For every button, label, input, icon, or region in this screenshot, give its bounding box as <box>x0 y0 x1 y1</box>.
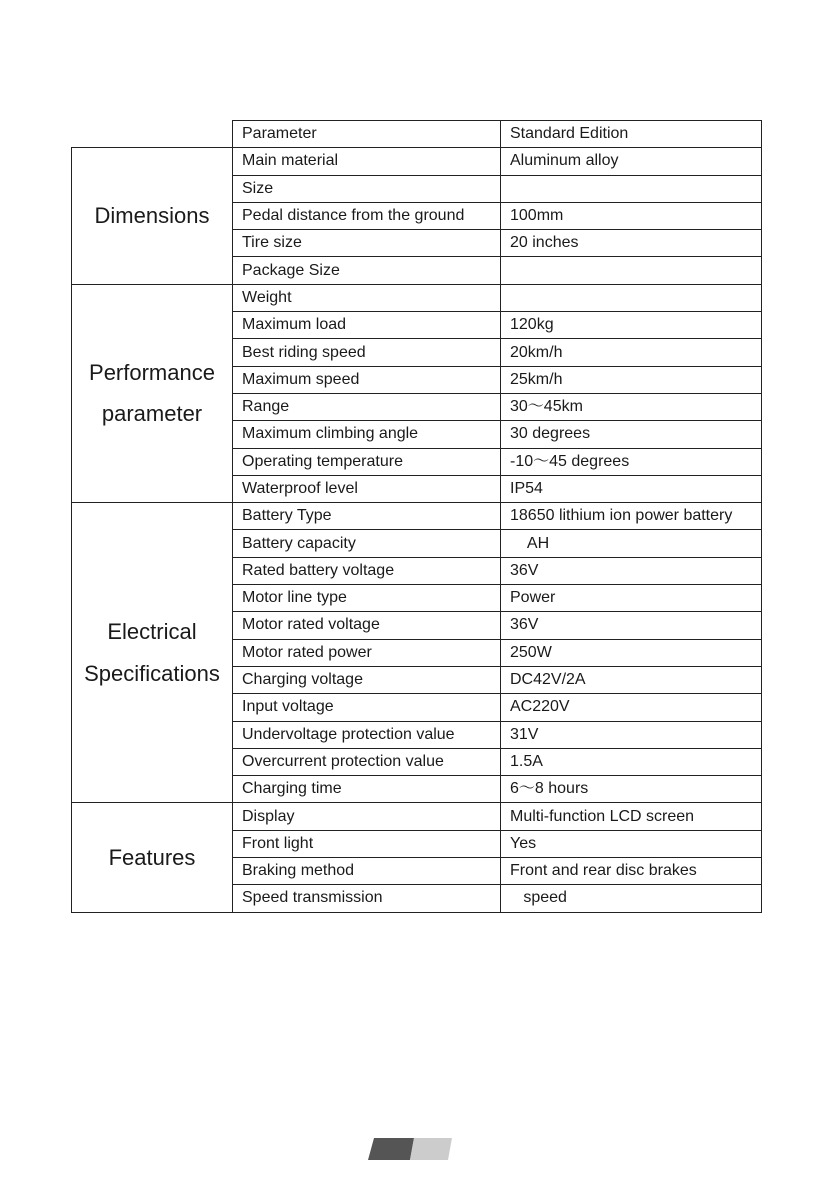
value-cell: speed <box>501 885 762 912</box>
param-cell: Rated battery voltage <box>233 557 501 584</box>
param-cell: Best riding speed <box>233 339 501 366</box>
param-cell: Package Size <box>233 257 501 284</box>
param-cell: Waterproof level <box>233 475 501 502</box>
group-label-electrical <box>72 503 233 803</box>
value-cell: 31V <box>501 721 762 748</box>
footer-tab-dark <box>368 1138 414 1160</box>
param-cell: Battery capacity <box>233 530 501 557</box>
group-label-text: Specifications <box>84 660 220 686</box>
param-cell: Undervoltage protection value <box>233 721 501 748</box>
value-cell: 36V <box>501 557 762 584</box>
value-cell: 100mm <box>501 202 762 229</box>
value-cell: Yes <box>501 830 762 857</box>
param-cell: Motor rated voltage <box>233 612 501 639</box>
value-cell: 30 degrees <box>501 421 762 448</box>
group-label-text: Electrical <box>107 618 197 644</box>
group-label-text: Features <box>108 844 196 870</box>
param-cell: Range <box>233 393 501 420</box>
param-cell: Tire size <box>233 230 501 257</box>
param-cell: Motor line type <box>233 585 501 612</box>
param-cell: Display <box>233 803 501 830</box>
param-cell: Maximum climbing angle <box>233 421 501 448</box>
value-cell: Power <box>501 585 762 612</box>
param-cell: Battery Type <box>233 503 501 530</box>
param-cell: Braking method <box>233 858 501 885</box>
value-cell: 120kg <box>501 312 762 339</box>
value-cell: Multi-function LCD screen <box>501 803 762 830</box>
value-cell: 1.5A <box>501 748 762 775</box>
value-cell: 20km/h <box>501 339 762 366</box>
param-cell: Input voltage <box>233 694 501 721</box>
value-cell: Aluminum alloy <box>501 148 762 175</box>
footer-tab-light <box>410 1138 452 1160</box>
param-cell: Pedal distance from the ground <box>233 202 501 229</box>
param-cell: Size <box>233 175 501 202</box>
group-label-features <box>72 803 233 912</box>
group-label-text: Dimensions <box>94 203 210 229</box>
param-cell: Speed transmission <box>233 885 501 912</box>
table-row <box>72 803 762 830</box>
param-cell: Charging voltage <box>233 666 501 693</box>
param-cell: Overcurrent protection value <box>233 748 501 775</box>
value-cell: 36V <box>501 612 762 639</box>
page-footer-tab <box>368 1138 452 1160</box>
value-cell <box>501 175 762 202</box>
param-cell: Main material <box>233 148 501 175</box>
header-edition: Standard Edition <box>501 121 762 148</box>
value-cell: Front and rear disc brakes <box>501 858 762 885</box>
value-cell: AH <box>501 530 762 557</box>
group-label-text: Performance <box>89 359 215 385</box>
value-cell <box>501 257 762 284</box>
header-blank-cell <box>72 121 233 148</box>
group-label-performance <box>72 284 233 502</box>
value-cell <box>501 284 762 311</box>
param-cell: Weight <box>233 284 501 311</box>
group-label-dimensions <box>72 148 233 284</box>
spec-table <box>71 120 762 913</box>
value-cell: -10～45 degrees <box>501 448 762 475</box>
value-cell: AC220V <box>501 694 762 721</box>
param-cell: Charging time <box>233 776 501 803</box>
param-cell: Maximum speed <box>233 366 501 393</box>
param-cell: Motor rated power <box>233 639 501 666</box>
header-parameter: Parameter <box>233 121 501 148</box>
value-cell: 18650 lithium ion power battery <box>501 503 762 530</box>
group-label-text: parameter <box>101 401 203 427</box>
table-row <box>72 284 762 311</box>
value-cell: 25km/h <box>501 366 762 393</box>
value-cell: 20 inches <box>501 230 762 257</box>
value-cell: IP54 <box>501 475 762 502</box>
param-cell: Maximum load <box>233 312 501 339</box>
table-row <box>72 503 762 530</box>
header-row <box>72 121 762 148</box>
value-cell: DC42V/2A <box>501 666 762 693</box>
value-cell: 6～8 hours <box>501 776 762 803</box>
param-cell: Operating temperature <box>233 448 501 475</box>
value-cell: 30～45km <box>501 393 762 420</box>
value-cell: 250W <box>501 639 762 666</box>
param-cell: Front light <box>233 830 501 857</box>
table-row <box>72 148 762 175</box>
